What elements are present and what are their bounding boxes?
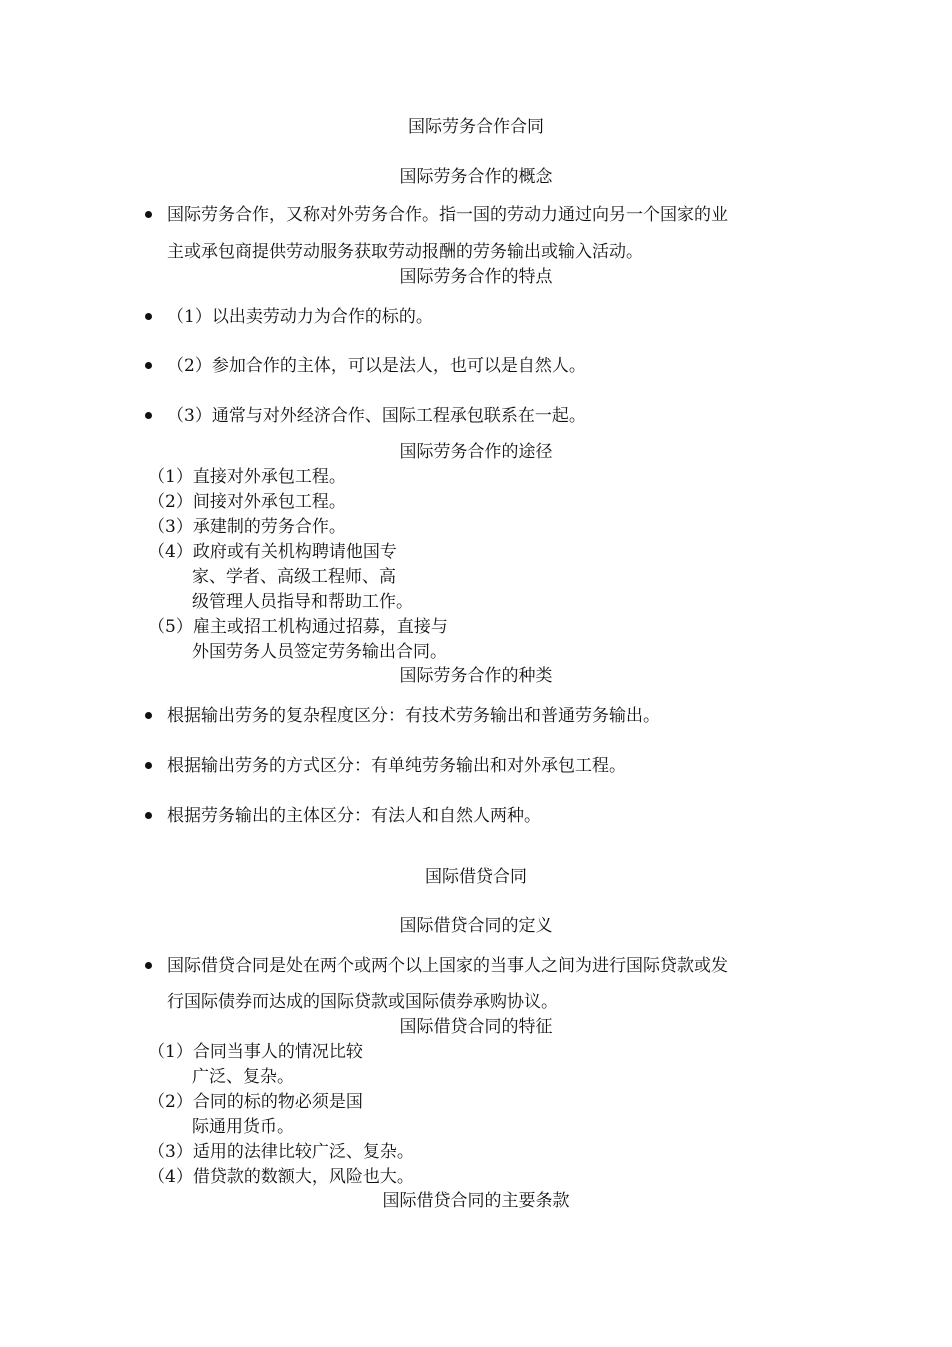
- labor-concept-text-line-2: 主或承包商提供劳动服务获取劳动报酬的劳务输出或输入活动。: [167, 242, 643, 262]
- loan-feature-line: （4）借贷款的数额大，风险也大。: [148, 1167, 414, 1187]
- bullet-dot: [145, 762, 152, 769]
- labor-concept-heading: 国际劳务合作的概念: [399, 167, 553, 187]
- labor-contract-title: 国际劳务合作合同: [408, 117, 544, 137]
- labor-type-item: 根据输出劳务的复杂程度区分：有技术劳务输出和普通劳务输出。: [167, 706, 660, 726]
- loan-features-heading: 国际借贷合同的特征: [399, 1017, 553, 1037]
- labor-way-line: （3）承建制的劳务合作。: [148, 517, 346, 537]
- loan-contract-title: 国际借贷合同: [425, 867, 527, 887]
- loan-definition-text-line-2: 行国际债券而达成的国际贷款或国际债券承购协议。: [167, 992, 558, 1012]
- labor-way-line: （4）政府或有关机构聘请他国专: [148, 542, 397, 562]
- loan-terms-heading: 国际借贷合同的主要条款: [382, 1191, 570, 1211]
- loan-feature-line: 广泛、复杂。: [192, 1067, 294, 1087]
- labor-way-line: （5）雇主或招工机构通过招募，直接与: [148, 617, 448, 637]
- labor-way-line: （2）间接对外承包工程。: [148, 492, 346, 512]
- labor-type-item: 根据劳务输出的主体区分：有法人和自然人两种。: [167, 806, 541, 826]
- loan-definition-text-line-1: 国际借贷合同是处在两个或两个以上国家的当事人之间为进行国际贷款或发: [167, 956, 728, 976]
- labor-type-item: 根据输出劳务的方式区分：有单纯劳务输出和对外承包工程。: [167, 756, 626, 776]
- labor-features-heading: 国际劳务合作的特点: [399, 267, 553, 287]
- bullet-dot: [145, 362, 152, 369]
- loan-feature-line: （1）合同当事人的情况比较: [148, 1042, 363, 1062]
- loan-feature-line: （3）适用的法律比较广泛、复杂。: [148, 1142, 414, 1162]
- labor-way-line: （1）直接对外承包工程。: [148, 467, 346, 487]
- bullet-dot: [145, 412, 152, 419]
- loan-definition-heading: 国际借贷合同的定义: [399, 916, 553, 936]
- labor-way-line: 级管理人员指导和帮助工作。: [192, 592, 413, 612]
- bullet-dot: [145, 962, 152, 969]
- loan-feature-line: （2）合同的标的物必须是国: [148, 1092, 363, 1112]
- labor-feature-item: （3）通常与对外经济合作、国际工程承包联系在一起。: [167, 406, 586, 426]
- labor-way-line: 家、学者、高级工程师、高: [192, 567, 396, 587]
- labor-feature-item: （2）参加合作的主体，可以是法人，也可以是自然人。: [167, 356, 586, 376]
- labor-ways-heading: 国际劳务合作的途径: [399, 442, 553, 462]
- labor-feature-item: （1）以出卖劳动力为合作的标的。: [167, 307, 433, 327]
- labor-way-line: 外国劳务人员签定劳务输出合同。: [192, 642, 447, 662]
- bullet-dot: [145, 313, 152, 320]
- bullet-dot: [145, 812, 152, 819]
- labor-concept-text-line-1: 国际劳务合作，又称对外劳务合作。指一国的劳动力通过向另一个国家的业: [167, 205, 728, 225]
- labor-types-heading: 国际劳务合作的种类: [399, 666, 553, 686]
- loan-feature-line: 际通用货币。: [192, 1117, 294, 1137]
- bullet-dot: [145, 712, 152, 719]
- bullet-dot: [145, 211, 152, 218]
